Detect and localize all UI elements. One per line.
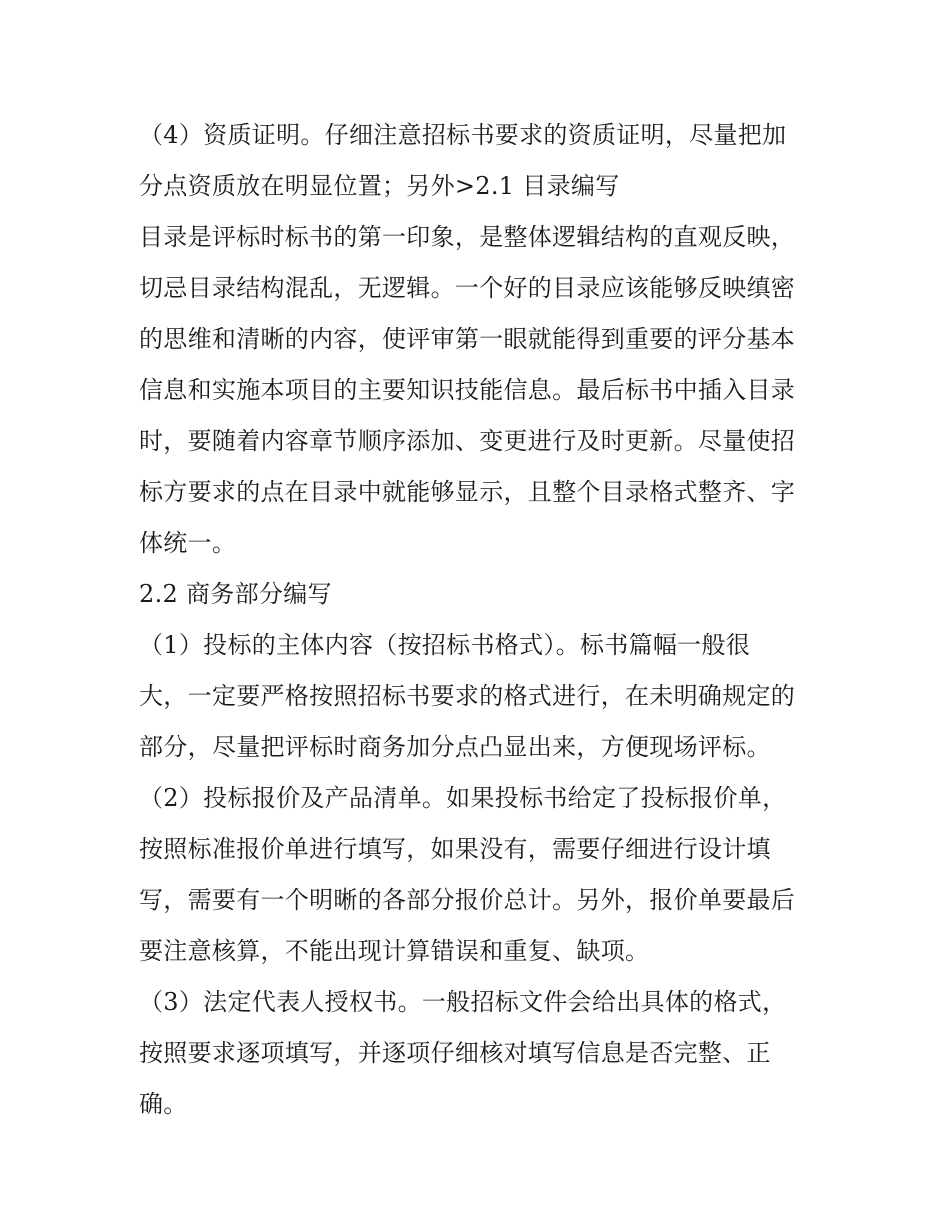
paragraph-line: 切忌目录结构混乱，无逻辑。一个好的目录应该能够反映缜密 bbox=[139, 274, 796, 302]
paragraph-line: 部分，尽量把评标时商务加分点凸显出来，方便现场评标。 bbox=[139, 733, 771, 761]
paragraph-line: 体统一。 bbox=[139, 529, 237, 557]
paragraph-line: 目录是评标时标书的第一印象，是整体逻辑结构的直观反映， bbox=[139, 223, 796, 251]
paragraph-line: 信息和实施本项目的主要知识技能信息。最后标书中插入目录 bbox=[139, 376, 796, 404]
paragraph-line: 的思维和清晰的内容，使评审第一眼就能得到重要的评分基本 bbox=[139, 325, 796, 353]
paragraph-line: 写，需要有一个明晰的各部分报价总计。另外，报价单要最后 bbox=[139, 886, 796, 914]
paragraph-line: 确。 bbox=[139, 1090, 188, 1118]
paragraph-line: （1）投标的主体内容（按招标书格式）。标书篇幅一般很 bbox=[139, 631, 751, 659]
paragraph-line: 按照要求逐项填写，并逐项仔细核对填写信息是否完整、正 bbox=[139, 1039, 771, 1067]
paragraph-line: （4）资质证明。仔细注意招标书要求的资质证明，尽量把加 bbox=[139, 121, 787, 149]
paragraph-line: 要注意核算，不能出现计算错误和重复、缺项。 bbox=[139, 937, 650, 965]
paragraph-line: （2）投标报价及产品清单。如果投标书给定了投标报价单， bbox=[139, 784, 787, 812]
paragraph-line: 大，一定要严格按照招标书要求的格式进行，在未明确规定的 bbox=[139, 682, 796, 710]
paragraph-line: 分点资质放在明显位置；另外>2.1 目录编写 bbox=[139, 172, 620, 200]
paragraph-line: （3）法定代表人授权书。一般招标文件会给出具体的格式， bbox=[139, 988, 787, 1016]
paragraph-line: 标方要求的点在目录中就能够显示，且整个目录格式整齐、字 bbox=[139, 478, 796, 506]
paragraph-line: 时，要随着内容章节顺序添加、变更进行及时更新。尽量使招 bbox=[139, 427, 796, 455]
paragraph-line: 按照标准报价单进行填写，如果没有，需要仔细进行设计填 bbox=[139, 835, 771, 863]
section-heading: 2.2 商务部分编写 bbox=[139, 580, 332, 608]
document-body bbox=[139, 110, 819, 1130]
